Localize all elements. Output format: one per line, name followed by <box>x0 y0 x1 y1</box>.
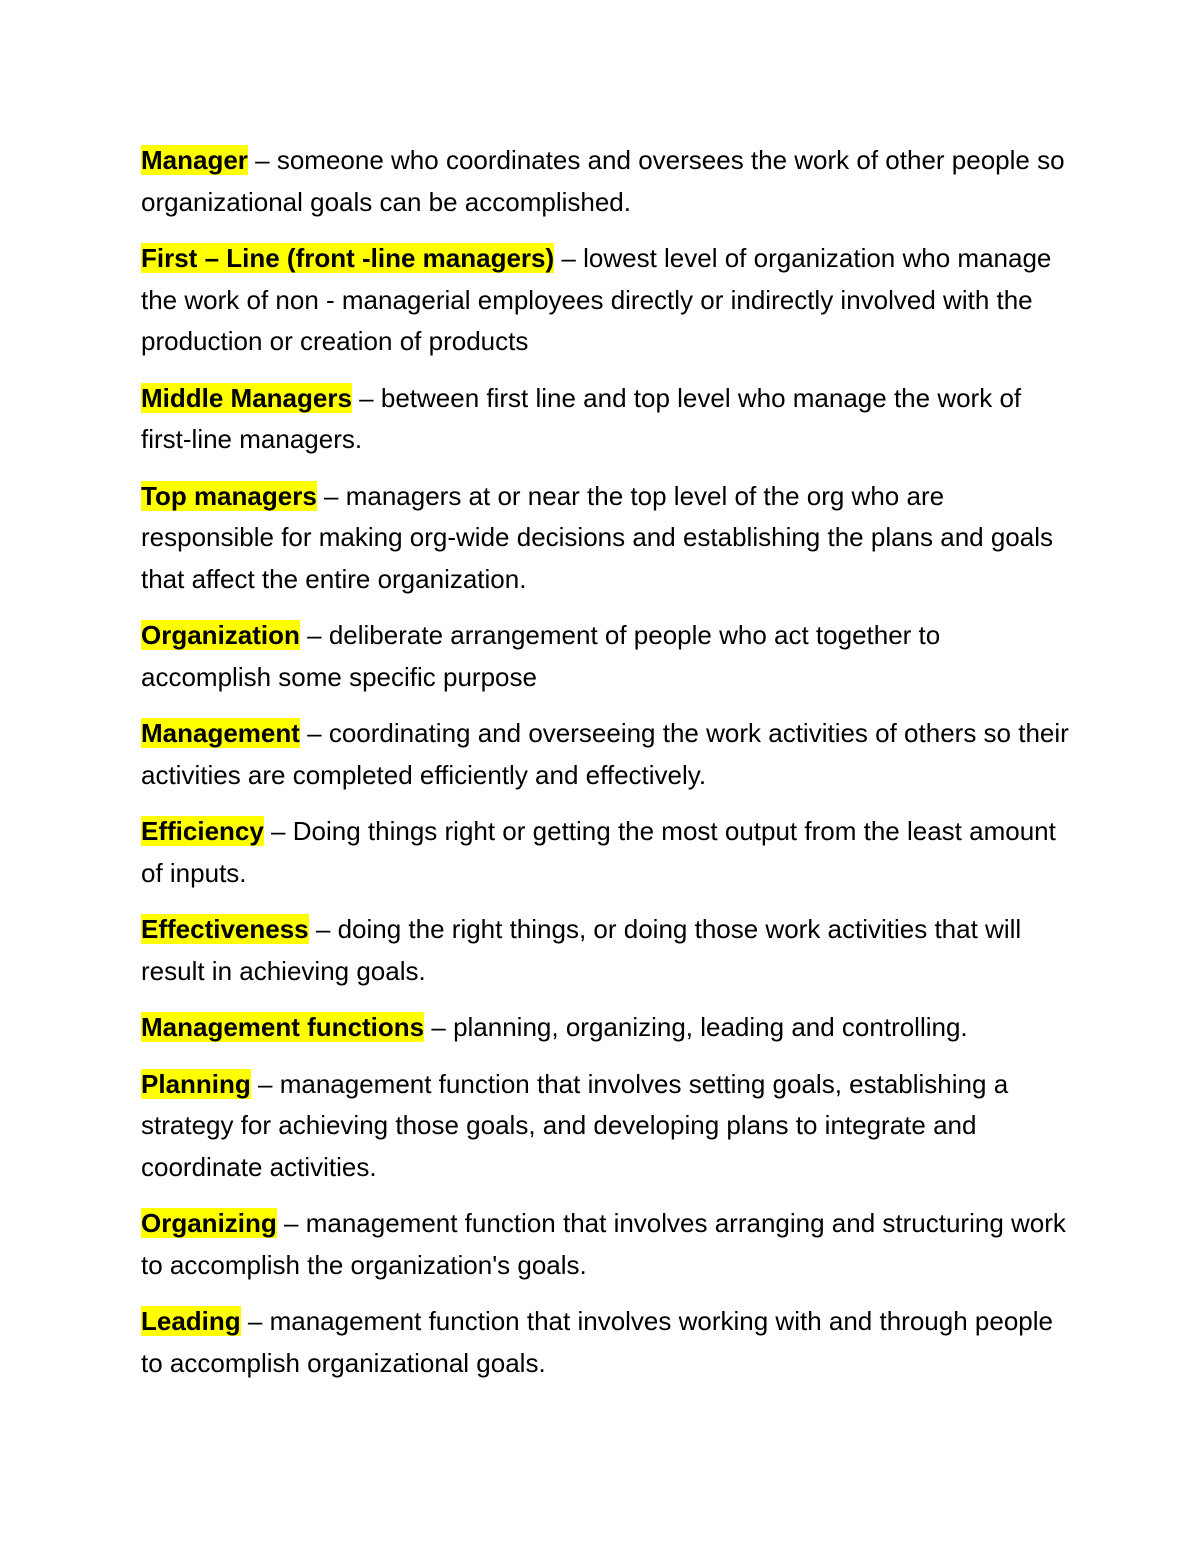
definition: someone who coordinates and oversees the work of other people so organizational goals can be accomplished. <box>141 145 1065 217</box>
glossary-entry <box>141 713 1071 796</box>
separator: – <box>424 1012 454 1042</box>
term: Manager <box>141 145 248 175</box>
glossary-entry <box>141 238 1071 363</box>
separator: – <box>299 620 329 650</box>
separator: – <box>276 1208 306 1238</box>
term: Management <box>141 718 300 748</box>
definition: deliberate arrangement of people who act together to accomplish some specific purpose <box>141 620 941 692</box>
definition: coordinating and overseeing the work activities of others so their activities are completed efficiently and effectively. <box>141 718 1069 790</box>
glossary-entry <box>141 1203 1071 1286</box>
term: Efficiency <box>141 816 264 846</box>
glossary-entry <box>141 140 1071 223</box>
term: Effectiveness <box>141 914 309 944</box>
definition: lowest level of organization who manage the work of non - managerial employees directly or indirectly involved with the production or creation of products <box>141 243 1052 356</box>
term: Organizing <box>141 1208 277 1238</box>
definition: managers at or near the top level of the org who are responsible for making org-wide decisions and establishing the plans and goals that affect the entire organization. <box>141 480 1053 594</box>
term: Planning <box>141 1068 251 1099</box>
separator: – <box>299 718 329 748</box>
term: Management functions <box>141 1012 425 1042</box>
glossary-entry <box>141 378 1071 461</box>
separator: – <box>263 816 293 846</box>
glossary <box>141 140 1071 1399</box>
glossary-entry <box>141 476 1071 601</box>
definition: Doing things right or getting the most output from the least amount of inputs. <box>141 816 1056 888</box>
definition: planning, organizing, leading and controlling. <box>453 1012 968 1042</box>
separator: – <box>250 1068 280 1099</box>
definition: management function that involves setting goals, establishing a strategy for achieving those goals, and developing plans to integrate and coordinate activities. <box>141 1068 1009 1182</box>
term: Top managers <box>141 480 317 511</box>
definition: doing the right things, or doing those work activities that will result in achieving goals. <box>141 914 1022 986</box>
glossary-entry <box>141 1064 1071 1189</box>
term: First – Line (front -line managers) <box>141 243 555 273</box>
separator: – <box>316 480 346 511</box>
glossary-entry <box>141 811 1071 894</box>
separator: – <box>351 382 381 413</box>
definition: management function that involves working with and through people to accomplish organizational goals. <box>141 1306 1053 1378</box>
separator: – <box>308 914 338 944</box>
separator: – <box>240 1306 270 1336</box>
definition: between first line and top level who manage the work of first-line managers. <box>141 382 1022 454</box>
glossary-entry <box>141 1301 1071 1384</box>
separator: – <box>554 243 584 273</box>
glossary-entry <box>141 615 1071 698</box>
term: Leading <box>141 1306 241 1336</box>
glossary-entry <box>141 909 1071 992</box>
term: Organization <box>141 620 300 650</box>
term: Middle Managers <box>141 382 352 413</box>
definition: management function that involves arranging and structuring work to accomplish the organization's goals. <box>141 1208 1066 1280</box>
glossary-entry <box>141 1007 1071 1049</box>
separator: – <box>247 145 277 175</box>
